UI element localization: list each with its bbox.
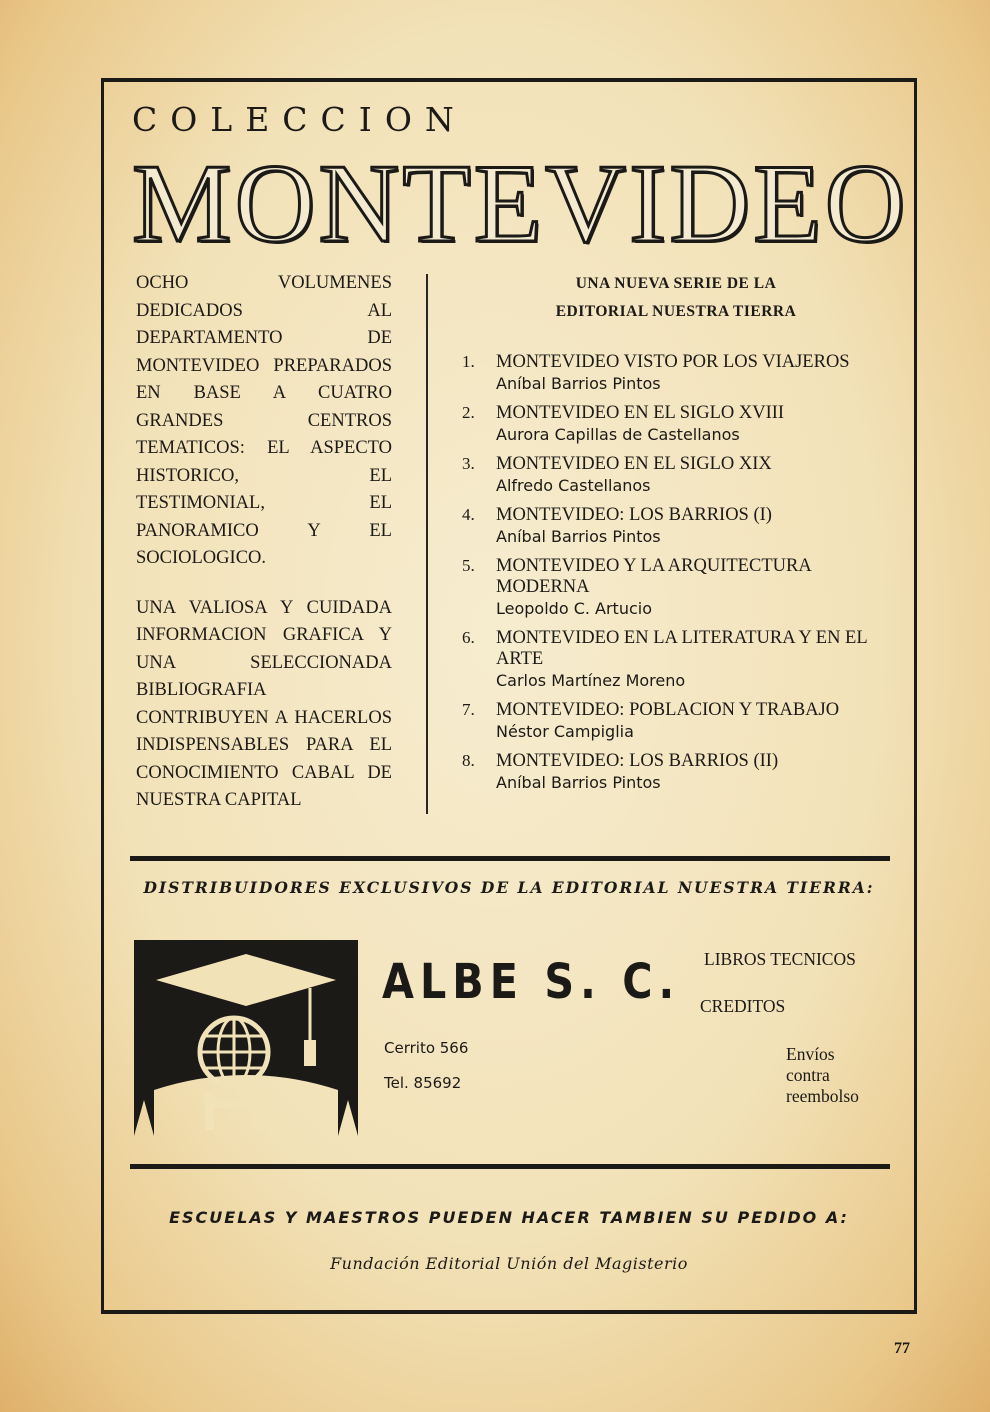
volume-list: [456, 352, 896, 793]
section-divider: [130, 1164, 890, 1169]
collection-title: MONTEVIDEO: [132, 142, 909, 266]
description-paragraph: OCHO VOLUMENES DEDICADOS AL DEPARTAMENTO DE MONTEVIDEO PREPARADOS EN BASE A CUATRO GRANDES CENTROS TEMATICOS: EL ASPECTO HISTORICO, EL TESTIMONIAL, EL PANORAMICO Y EL SOCIOLOGICO.: [136, 273, 392, 568]
offer-technical-books: LIBROS TECNICOS: [704, 949, 856, 969]
volume-author: Aníbal Barrios Pintos: [496, 374, 661, 393]
shipping-note-line: reembolso: [786, 1086, 859, 1106]
shipping-note-line: contra: [786, 1065, 830, 1085]
list-item: [456, 352, 896, 394]
list-item: [456, 403, 896, 445]
volume-title: MONTEVIDEO: POBLACION Y TRABAJO: [496, 700, 840, 720]
volume-number: 4.: [462, 505, 475, 524]
volume-title: MONTEVIDEO VISTO POR LOS VIAJEROS: [496, 352, 850, 372]
column-divider: [426, 274, 428, 814]
volume-number: 5.: [462, 556, 475, 575]
volume-author: Aníbal Barrios Pintos: [496, 527, 661, 546]
distributor-phone: Tel. 85692: [384, 1074, 462, 1092]
volume-author: Leopoldo C. Artucio: [496, 599, 652, 618]
list-item: [456, 505, 896, 547]
volume-number: 6.: [462, 628, 475, 647]
distributor-address: Cerrito 566: [384, 1039, 469, 1057]
volume-author: Alfredo Castellanos: [496, 476, 651, 495]
globe-icon: [200, 1018, 268, 1086]
distributor-name: ALBE S. C.: [382, 954, 681, 1010]
series-label: COLECCION: [132, 100, 467, 139]
list-item: [456, 454, 896, 496]
ad-frame: [101, 78, 917, 1314]
albe-logo-graphic: [134, 940, 358, 1136]
page-number: 77: [894, 1340, 910, 1357]
list-item: [456, 628, 896, 691]
volume-author: Néstor Campiglia: [496, 722, 634, 741]
series-heading: [456, 270, 896, 326]
volume-title: MONTEVIDEO: LOS BARRIOS (I): [496, 505, 772, 525]
volume-title: MONTEVIDEO EN EL SIGLO XIX: [496, 454, 772, 474]
list-item: [456, 700, 896, 742]
volume-title: MONTEVIDEO EN EL SIGLO XVIII: [496, 403, 785, 423]
volume-title: MONTEVIDEO Y LA ARQUITECTURA MODERNA: [496, 556, 811, 597]
schools-note: ESCUELAS Y MAESTROS PUEDEN HACER TAMBIEN SU PEDIDO A:: [169, 1208, 849, 1227]
foundation-name: Fundación Editorial Unión del Magisterio: [330, 1254, 688, 1273]
series-heading-line: EDITORIAL NUESTRA TIERRA: [555, 303, 797, 320]
volume-number: 1.: [462, 352, 475, 371]
volume-title: MONTEVIDEO EN LA LITERATURA Y EN EL ARTE: [496, 628, 867, 669]
volume-author: Aurora Capillas de Castellanos: [496, 425, 740, 444]
volume-number: 8.: [462, 751, 475, 770]
shipping-note-line: Envíos: [786, 1044, 835, 1064]
volume-number: 3.: [462, 454, 475, 473]
volumes-column: [456, 270, 896, 802]
volume-author: Aníbal Barrios Pintos: [496, 773, 661, 792]
distributors-heading: DISTRIBUIDORES EXCLUSIVOS DE LA EDITORIAL NUESTRA TIERRA:: [143, 878, 875, 897]
section-divider: [130, 856, 890, 861]
list-item: [456, 751, 896, 793]
volume-author: Carlos Martínez Moreno: [496, 671, 686, 690]
volume-number: 2.: [462, 403, 475, 422]
description-column: [136, 270, 392, 837]
description-paragraph: UNA VALIOSA Y CUIDADA INFORMACION GRAFICA Y UNA SELECCIONADA BIBLIOGRAFIA CONTRIBUYEN A HACERLOS INDISPENSABLES PARA EL CONOCIMIENTO CABAL DE NUESTRA CAPITAL: [136, 597, 392, 810]
offer-credits: CREDITOS: [700, 996, 786, 1016]
volume-number: 7.: [462, 700, 475, 719]
list-item: [456, 556, 896, 619]
volume-title: MONTEVIDEO: LOS BARRIOS (II): [496, 751, 779, 771]
series-heading-line: UNA NUEVA SERIE DE LA: [575, 275, 777, 292]
